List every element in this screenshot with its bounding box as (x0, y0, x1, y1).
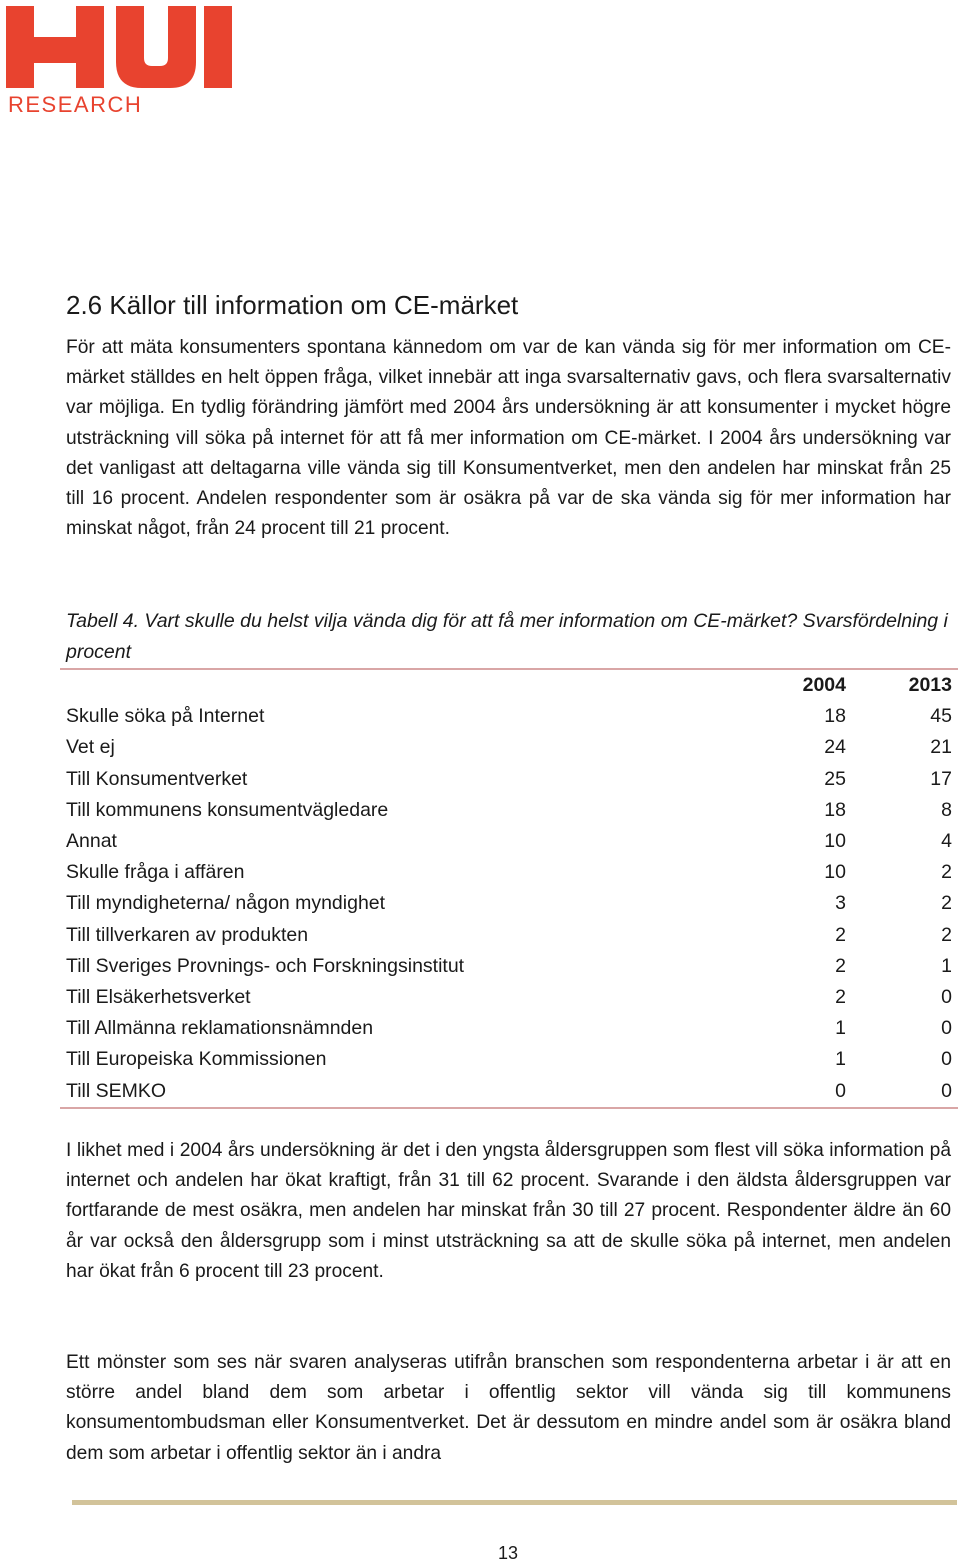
table-row (60, 1044, 958, 1075)
row-label: Till SEMKO (60, 1075, 752, 1107)
row-label: Skulle söka på Internet (66, 705, 265, 728)
table-row (60, 1013, 958, 1044)
hui-research-logo (6, 4, 238, 116)
row-label: Till Konsumentverket (66, 767, 248, 790)
row-value-2013: 8 (941, 798, 952, 821)
row-value-2013: 1 (941, 954, 952, 977)
age-group-paragraph: I likhet med i 2004 års undersökning är det i den yngsta åldersgruppen som flest vill söka information på internet och andelen har ökat kraftigt, från 31 till 62 procent. Svarande i den äldsta åldersgruppen var fortfarande de mest osäkra, men andelen har minskat från 30 till 27 procent. Respondenter äldre än 60 år var också den åldersgrupp som i minst utsträckning sa att de skulle söka på internet, men andelen har ökat från 6 procent till 23 procent. (66, 1140, 951, 1282)
row-label: Skulle fråga i affären (66, 861, 245, 884)
row-label: Till Allmänna reklamationsnämnden (66, 1017, 374, 1040)
row-value-2013: 0 (941, 985, 952, 1008)
row-value-2013: 21 (930, 736, 952, 759)
table-row (60, 826, 958, 857)
row-value-2004: 2 (835, 923, 846, 946)
row-value-2013: 45 (930, 705, 952, 728)
section-heading: 2.6 Källor till information om CE-märket (66, 290, 519, 320)
footer-rule (72, 1500, 957, 1505)
table-row (60, 701, 958, 732)
table-row (60, 982, 958, 1013)
header-empty-cell (60, 669, 752, 701)
logo-subtitle: RESEARCH (8, 92, 143, 116)
sector-paragraph: Ett mönster som ses när svaren analyseras utifrån branschen som respondenterna arbetar i är att en större andel bland dem som arbetar i offentlig sektor vill vända sig till kommunens konsumentombudsman eller Konsumentverket. Det är dessutom en mindre andel som är osäkra bland dem som arbetar i offentlig sektor än i andra (66, 1352, 951, 1464)
row-value-2013: 2 (941, 923, 952, 946)
table-row (60, 888, 958, 919)
row-label: Annat (66, 830, 117, 853)
row-value-2004: 0 (752, 1075, 852, 1107)
table-caption: Tabell 4. Vart skulle du helst vilja vända dig för att få mer information om CE-märket? Svarsfördelning i procent (66, 610, 948, 663)
table-row (60, 920, 958, 951)
row-value-2013: 17 (930, 767, 952, 790)
response-table (60, 668, 958, 1109)
row-value-2004: 2 (835, 954, 846, 977)
row-label: Till tillverkaren av produkten (66, 923, 309, 946)
row-value-2013: 2 (941, 861, 952, 884)
row-label: Till Sveriges Provnings- och Forskningsinstitut (66, 954, 465, 977)
row-value-2004: 24 (824, 736, 846, 759)
row-label: Till kommunens konsumentvägledare (66, 798, 389, 821)
row-value-2013: 0 (941, 1017, 952, 1040)
header-2004: 2004 (752, 669, 852, 701)
row-value-2004: 2 (835, 985, 846, 1008)
row-value-2004: 10 (824, 861, 846, 884)
row-value-2013: 0 (852, 1075, 958, 1107)
row-label: Till Elsäkerhetsverket (66, 985, 251, 1008)
page-number: 13 (497, 1543, 519, 1563)
table-header-row (60, 669, 958, 701)
table-row (60, 732, 958, 763)
table-row (60, 795, 958, 826)
row-value-2004: 25 (824, 767, 846, 790)
row-value-2004: 1 (835, 1048, 846, 1071)
row-value-2013: 4 (941, 830, 952, 853)
row-value-2013: 2 (941, 892, 952, 915)
row-value-2004: 18 (824, 705, 846, 728)
table-row (60, 764, 958, 795)
table-row (60, 1075, 958, 1107)
header-2013: 2013 (852, 669, 958, 701)
row-label: Vet ej (66, 736, 115, 759)
row-value-2004: 1 (835, 1017, 846, 1040)
row-label: Till Europeiska Kommissionen (66, 1048, 327, 1071)
row-value-2004: 10 (824, 830, 846, 853)
intro-paragraph: För att mäta konsumenters spontana kännedom om var de kan vända sig för mer information om CE-märket ställdes en helt öppen fråga, vilket innebär att inga svarsalternativ gavs, och flera svarsalternativ var möjliga. En tydlig förändring jämfört med 2004 års undersökning är att konsumenter i mycket högre utsträckning vill söka på internet för att få mer information om CE-märket. I 2004 års undersökning var det vanligast att deltagarna ville vända sig till Konsumentverket, men den andelen har minskat från 25 till 16 procent. Andelen respondenter som är osäkra på var de ska vända sig för mer information har minskat något, från 24 procent till 21 procent. (66, 337, 951, 540)
row-value-2013: 0 (941, 1048, 952, 1071)
logo-mark (6, 4, 238, 116)
row-value-2004: 3 (835, 892, 846, 915)
row-label: Till myndigheterna/ någon myndighet (66, 892, 386, 915)
row-value-2004: 18 (824, 798, 846, 821)
table-row (60, 951, 958, 982)
table-row (60, 857, 958, 888)
